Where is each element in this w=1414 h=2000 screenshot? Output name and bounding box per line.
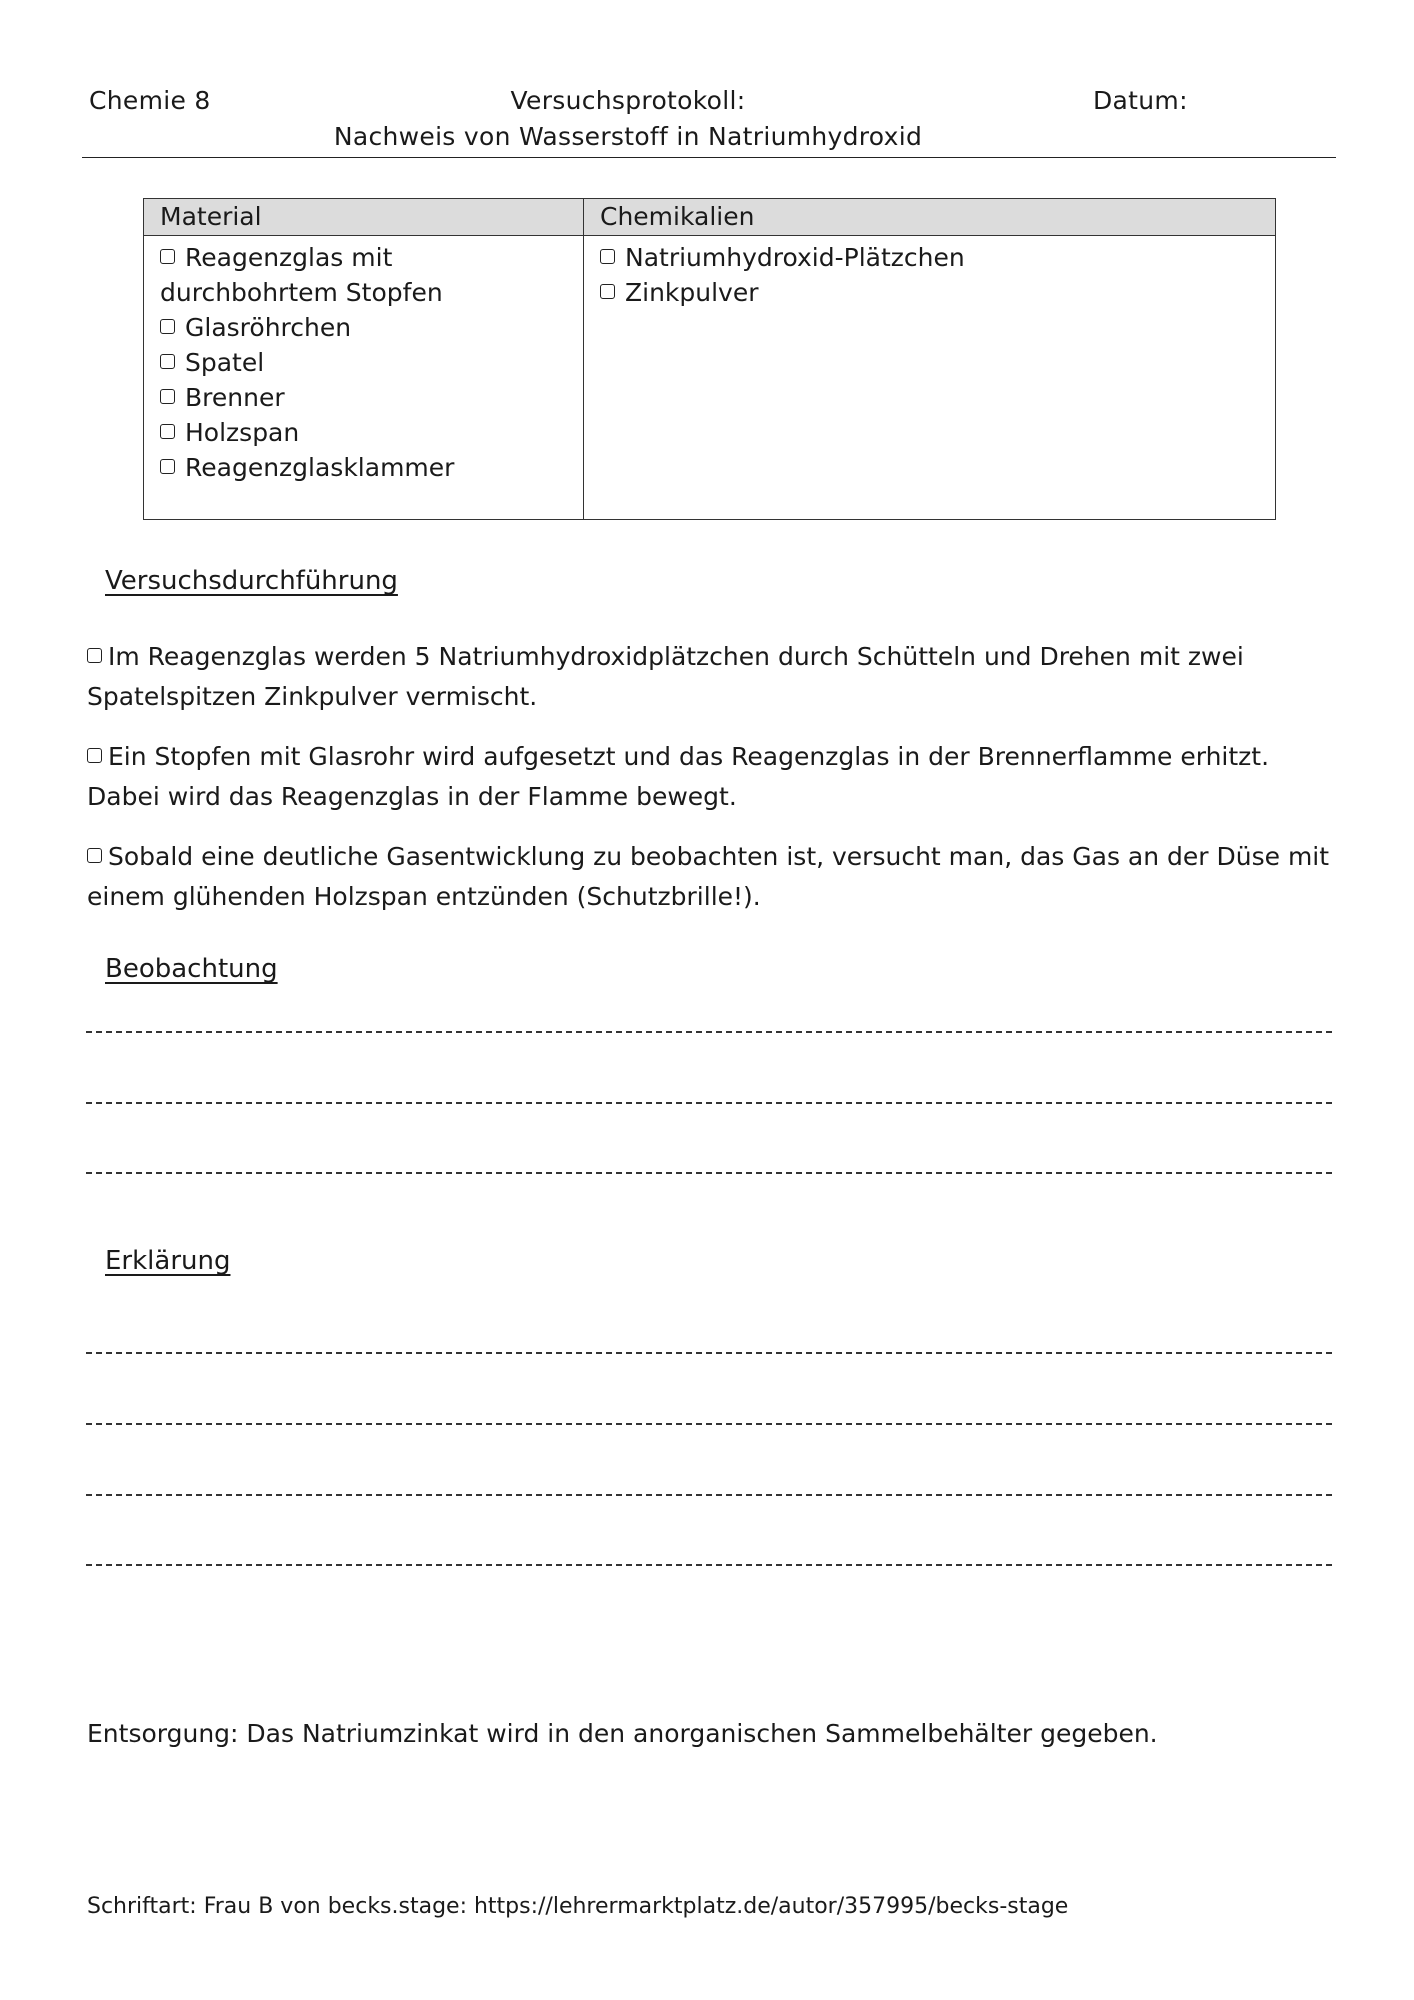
list-item <box>160 380 567 415</box>
erklaerung-title: Erklärung <box>105 1246 231 1276</box>
checkbox[interactable] <box>87 748 102 763</box>
table-header-row <box>144 199 1276 236</box>
checkbox[interactable] <box>160 249 175 264</box>
step-paragraph <box>87 637 1337 717</box>
answer-line[interactable] <box>86 1423 1332 1425</box>
list-item <box>160 240 567 310</box>
list-item <box>600 240 1259 275</box>
checkbox[interactable] <box>160 354 175 369</box>
chemikalien-cell <box>584 236 1276 520</box>
beobachtung-title: Beobachtung <box>105 954 278 984</box>
step-text: Im Reagenzglas werden 5 Natriumhydroxidplätzchen durch Schütteln und Drehen mit zwei Spatelspitzen Zinkpulver vermischt. <box>87 642 1244 711</box>
checkbox[interactable] <box>600 249 615 264</box>
answer-line[interactable] <box>86 1494 1332 1496</box>
checkbox[interactable] <box>87 648 102 663</box>
checkbox[interactable] <box>160 319 175 334</box>
checkbox[interactable] <box>600 284 615 299</box>
answer-line[interactable] <box>86 1352 1332 1354</box>
step-paragraph <box>87 737 1337 817</box>
material-item-label: Glasröhrchen <box>185 313 352 342</box>
answer-line[interactable] <box>86 1031 1332 1033</box>
material-table <box>143 198 1276 520</box>
list-item <box>160 310 567 345</box>
list-item <box>160 415 567 450</box>
checkbox[interactable] <box>160 424 175 439</box>
protocol-title: Versuchsprotokoll: <box>510 86 746 115</box>
material-header: Material <box>144 199 584 236</box>
chemikalien-item-label: Zinkpulver <box>625 278 759 307</box>
entsorgung-text: Entsorgung: Das Natriumzinkat wird in den anorganischen Sammelbehälter gegeben. <box>87 1719 1158 1748</box>
step-text: Ein Stopfen mit Glasrohr wird aufgesetzt und das Reagenzglas in der Brennerflamme erhitzt. Dabei wird das Reagenzglas in der Flamme bewegt. <box>87 742 1270 811</box>
chemikalien-header: Chemikalien <box>584 199 1276 236</box>
list-item <box>160 450 567 485</box>
protocol-subtitle: Nachweis von Wasserstoff in Natriumhydroxid <box>333 122 923 151</box>
table-row <box>144 236 1276 520</box>
step-text: Sobald eine deutliche Gasentwicklung zu beobachten ist, versucht man, das Gas an der Düse mit einem glühenden Holzspan entzünden (Schutzbrille!). <box>87 842 1330 911</box>
material-item-label: Brenner <box>185 383 285 412</box>
material-item-label: Spatel <box>185 348 265 377</box>
checkbox[interactable] <box>87 848 102 863</box>
checkbox[interactable] <box>160 389 175 404</box>
material-cell <box>144 236 584 520</box>
subject-label: Chemie 8 <box>89 86 211 115</box>
chemikalien-item-label: Natriumhydroxid-Plätzchen <box>625 243 965 272</box>
step-paragraph <box>87 837 1337 917</box>
date-label: Datum: <box>1093 86 1188 115</box>
material-item-label: Reagenzglasklammer <box>185 453 455 482</box>
answer-line[interactable] <box>86 1172 1332 1174</box>
answer-line[interactable] <box>86 1564 1332 1566</box>
header-divider <box>82 157 1336 158</box>
material-item-label: Reagenzglas mit durchbohrtem Stopfen <box>160 243 443 307</box>
list-item <box>600 275 1259 310</box>
durchfuehrung-title: Versuchsdurchführung <box>105 566 398 596</box>
list-item <box>160 345 567 380</box>
font-credit: Schriftart: Frau B von becks.stage: https://lehrermarktplatz.de/autor/357995/becks-stage <box>87 1894 1069 1919</box>
material-item-label: Holzspan <box>185 418 300 447</box>
checkbox[interactable] <box>160 459 175 474</box>
answer-line[interactable] <box>86 1102 1332 1104</box>
